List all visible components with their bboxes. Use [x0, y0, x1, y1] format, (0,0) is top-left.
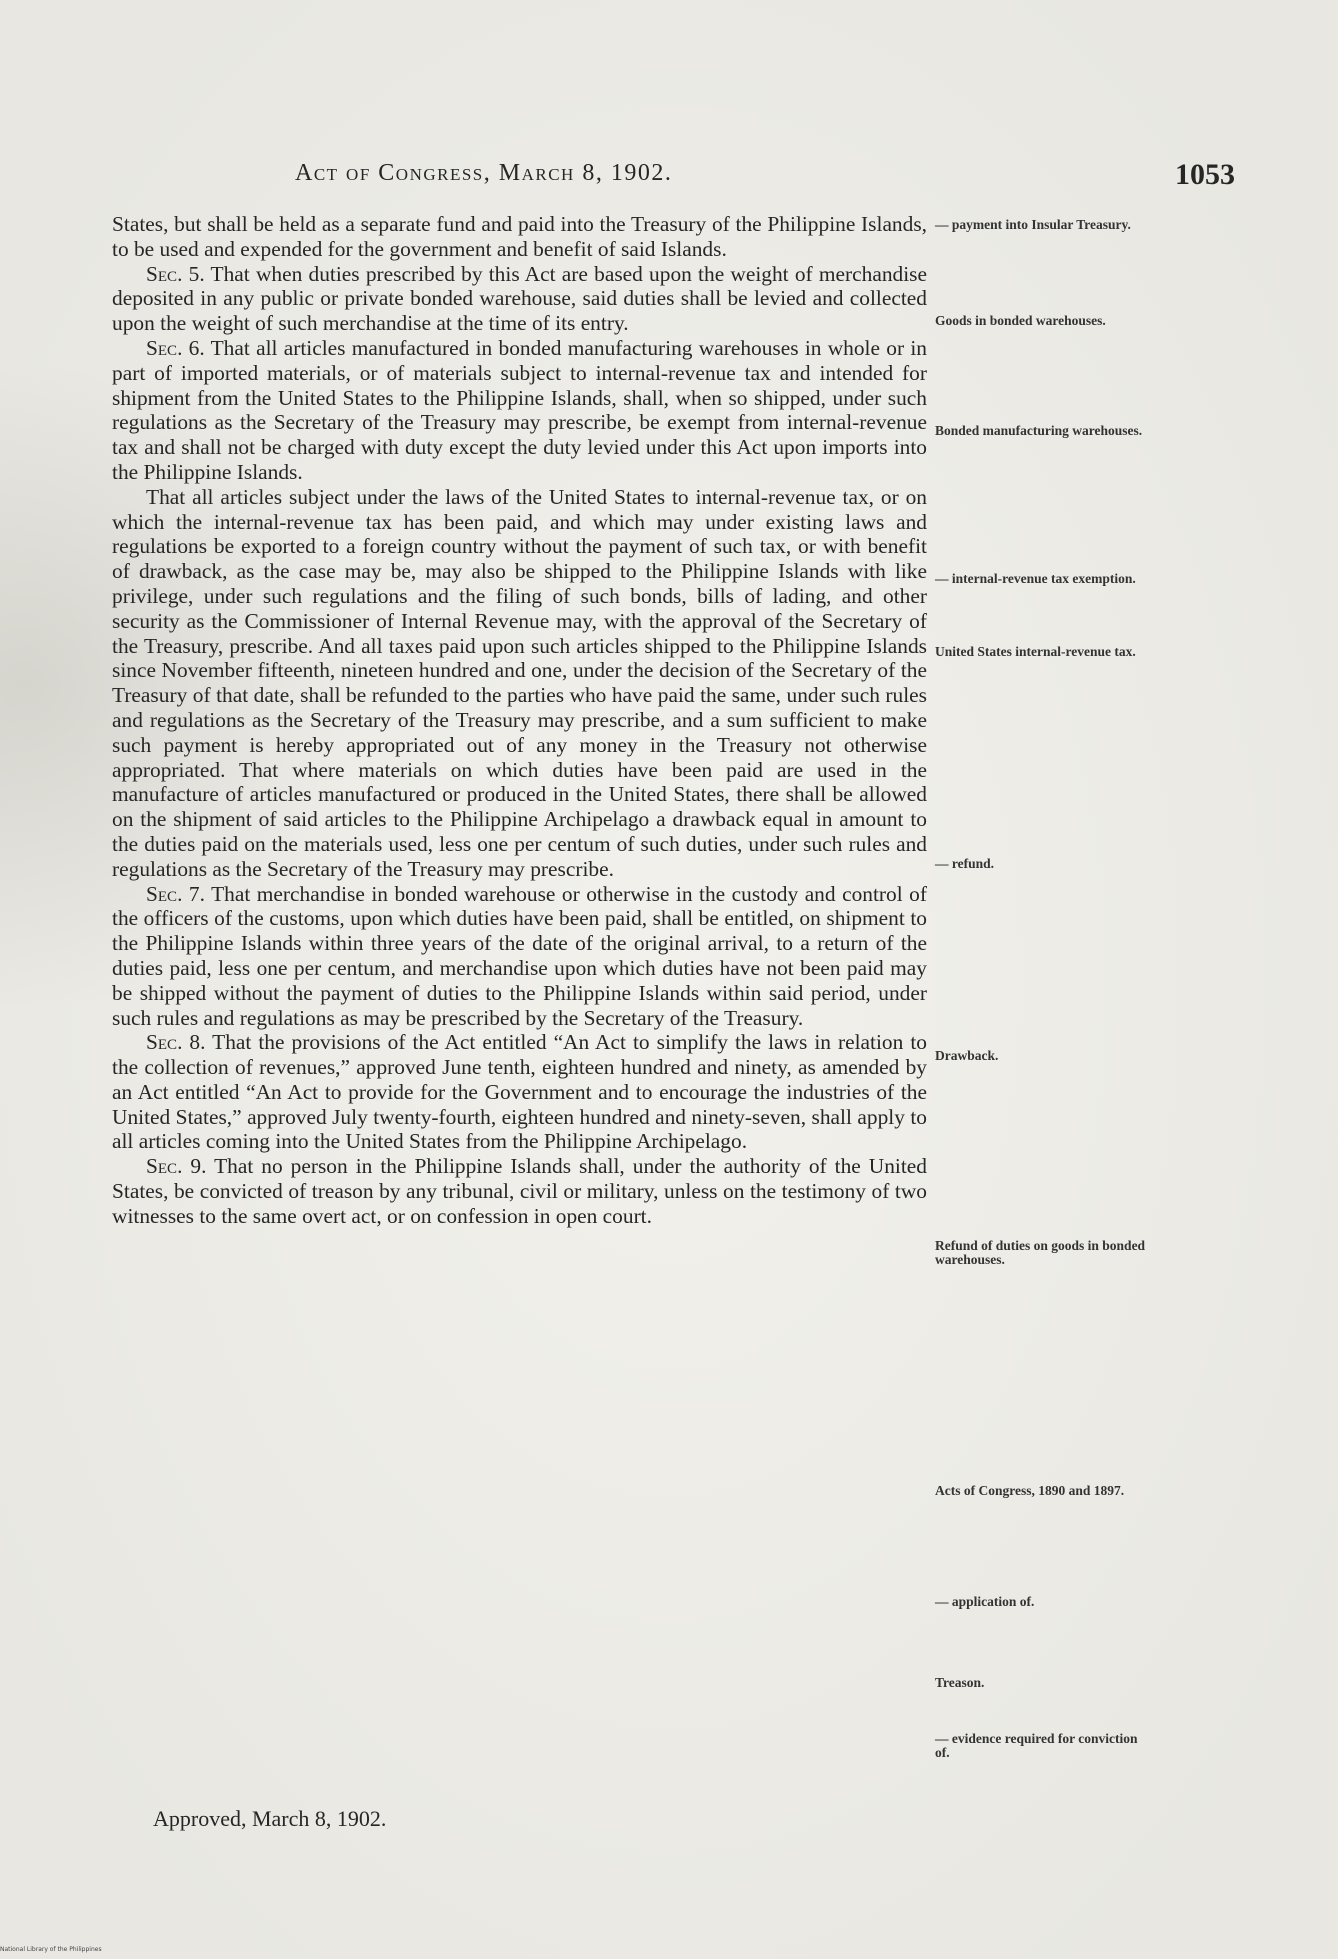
page-number: 1053: [1175, 158, 1235, 191]
margin-note-treason: Treason.: [935, 1675, 985, 1690]
margin-note-insular-treasury: — payment into Insular Treasury.: [935, 217, 1131, 232]
section-7: [112, 882, 927, 1031]
margin-note-bonded-warehouses: Goods in bonded warehouses.: [935, 313, 1106, 328]
section-8-text: That the provisions of the Act entitled “An Act to simplify the laws in relation to the collection of revenues,” approved June tenth, eighteen hundred and ninety, as amended by an Act entitled “An Act to provide for the Government and to encourage the industries of the United States,” approved July twenty-fourth, eighteen hundred and ninety-seven, shall apply to all articles coming into the United States from the Philippine Archipelago.: [112, 1030, 927, 1154]
margin-note-drawback: Drawback.: [935, 1048, 999, 1063]
section-9: [112, 1154, 927, 1228]
margin-note-tax-exemption: — internal-revenue tax exemption.: [935, 571, 1136, 586]
margin-note-bonded-manufacturing: Bonded manufacturing warehouses.: [935, 423, 1143, 438]
margin-note-application: — application of.: [935, 1594, 1035, 1609]
section-6-label: Sec. 6.: [146, 335, 205, 360]
margin-note-acts-of-congress: Acts of Congress, 1890 and 1897.: [935, 1483, 1125, 1498]
section-7-text: That merchandise in bonded warehouse or otherwise in the custody and control of the officers of the customs, upon which duties have been paid, shall be entitled, on shipment to the Philippine Islands within three years of the date of the original arrival, to a return of the duties paid, less one per centum, and merchandise upon which duties have not been paid may be shipped without the payment of duties to the Philippine Islands within said period, under such rules and regulations as may be prescribed by the Secretary of the Treasury.: [112, 881, 927, 1030]
section-6-text: That all articles manufactured in bonded manufacturing warehouses in whole or in part of imported materials, or of materials subject to internal-revenue tax and intended for shipment from the United States to the Philippine Islands, shall, when so shipped, under such regulations as the Secretary of the Treasury may prescribe, be exempt from internal-revenue tax and shall not be charged with duty except the duty levied under this Act upon imports into the Philippine Islands.: [112, 335, 927, 484]
section-9-text: That no person in the Philippine Islands shall, under the authority of the United States, be convicted of treason by any tribunal, civil or military, unless on the testimony of two witnesses to the same overt act, or on confession in open court.: [112, 1154, 927, 1228]
section-6-paragraph-2: That all articles subject under the laws of the United States to internal-revenue tax, or on which the internal-revenue tax has been paid, and which may under existing laws and regulations be exported to a foreign country without the payment of such tax, or with benefit of drawback, as the case may be, may also be shipped to the Philippine Islands with like privilege, under such regulations and the filing of such bonds, bills of lading, and other security as the Commissioner of Internal Revenue may, with the approval of the Secretary of the Treasury, prescribe. And all taxes paid upon such articles shipped to the Philippine Islands since November fifteenth, nineteen hundred and one, under the decision of the Secretary of the Treasury of that date, shall be refunded to the parties who have paid the same, under such rules and regulations as the Secretary of the Treasury may prescribe, and a sum sufficient to make such payment is hereby appropriated out of any money in the Treasury not otherwise appropriated. That where materials on which duties have been paid are used in the manufacture of articles manufactured or produced in the United States, there shall be allowed on the shipment of said articles to the Philippine Archipelago a drawback equal in amount to the duties paid on the materials used, less one per centum of such duties, under such rules and regulations as the Secretary of the Treasury may prescribe.: [112, 484, 927, 881]
section-8: [112, 1030, 927, 1154]
margin-note-evidence: — evidence required for conviction of.: [935, 1731, 1138, 1760]
section-8-label: Sec. 8.: [146, 1030, 206, 1055]
margin-note-refund-duties: Refund of duties on goods in bonded warehouses.: [935, 1238, 1146, 1267]
margin-note-internal-revenue: United States internal-revenue tax.: [935, 644, 1136, 659]
section-5-label: Sec. 5.: [146, 261, 205, 286]
running-header: Act of Congress, March 8, 1902.: [295, 160, 673, 186]
section-9-label: Sec. 9.: [146, 1154, 207, 1179]
approval-line: Approved, March 8, 1902.: [153, 1806, 387, 1831]
paragraph-continuation: States, but shall be held as a separate fund and paid into the Treasury of the Philippine Islands, to be used and expended for the government and benefit of said Islands.: [112, 212, 927, 261]
margin-note-refund: — refund.: [935, 856, 995, 871]
statute-text: [112, 212, 927, 1229]
section-6: [112, 336, 927, 485]
section-7-label: Sec. 7.: [146, 881, 205, 906]
section-5: [112, 262, 927, 336]
scan-footer: National Library of the Philippines: [0, 1946, 102, 1953]
section-5-text: That when duties prescribed by this Act are based upon the weight of merchandise deposited in any public or private bonded warehouse, said duties shall be levied and collected upon the weight of such merchandise at the time of its entry.: [112, 261, 927, 336]
